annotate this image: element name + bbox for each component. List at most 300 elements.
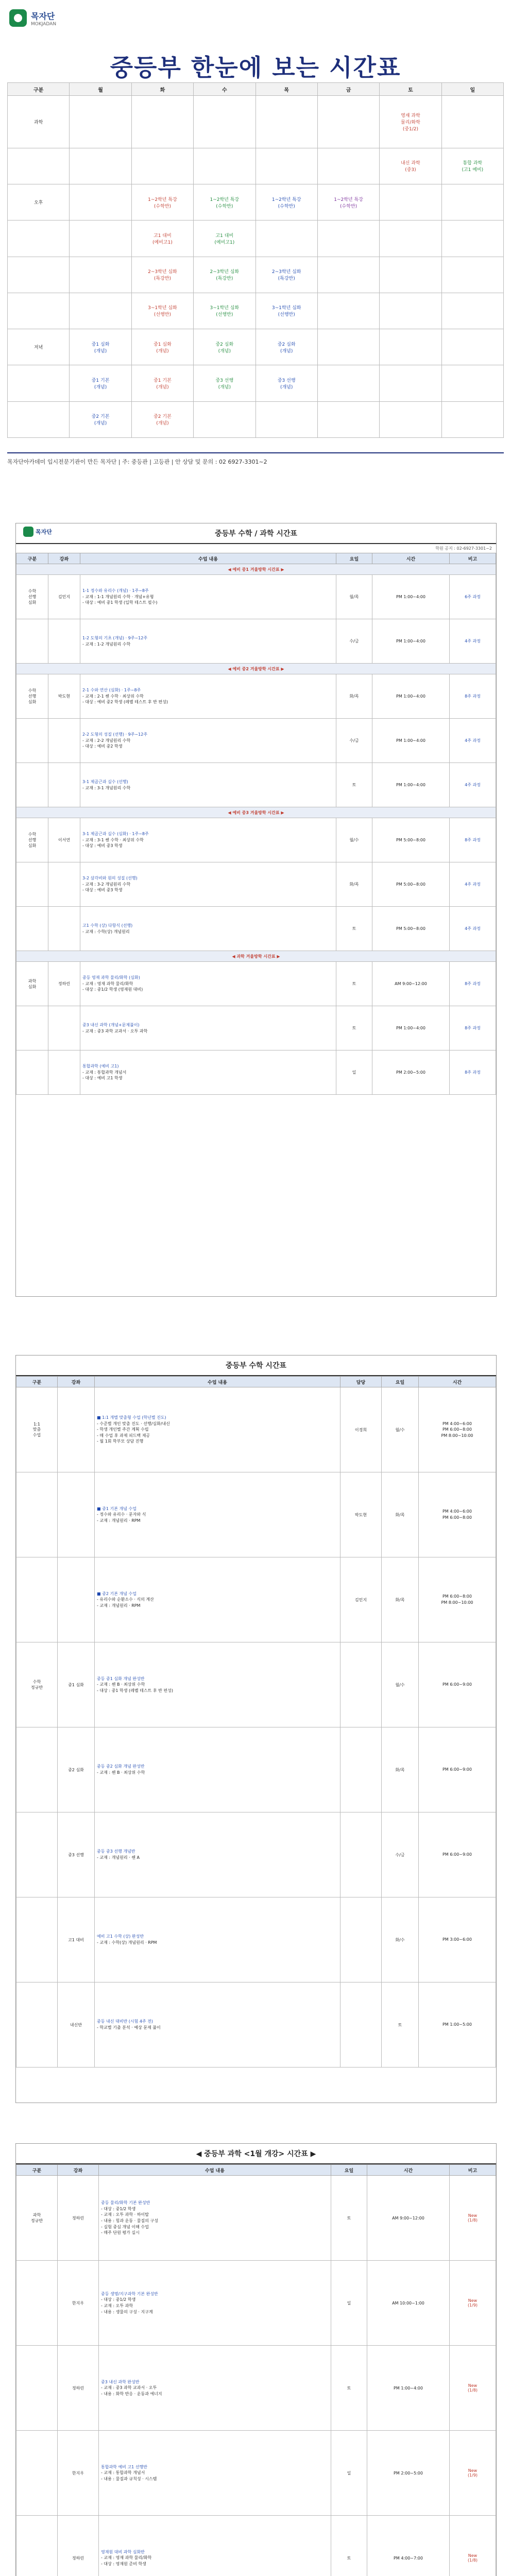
- row-teacher: 정하린: [58, 2346, 99, 2431]
- schedule-cell: 고1 대비 (예비고1): [194, 221, 256, 257]
- table-header-cell: 비고: [450, 553, 496, 564]
- row-teacher: [58, 1387, 95, 1472]
- schedule-cell: 영재 과학 물리/화학 (중1/2): [380, 96, 441, 148]
- row-group: 수학 정규반: [16, 1642, 58, 1727]
- description-line: - 대상 : 중1/2 학생 (영재원 대비): [82, 987, 143, 992]
- row-day: 토: [336, 962, 372, 1006]
- row-teacher: [48, 1006, 80, 1050]
- row-time: PM 1:00~4:00: [367, 2346, 450, 2431]
- panel-math-science-timetable: [15, 523, 497, 1297]
- panel-science-january-timetable: [15, 2143, 497, 2576]
- schedule-cell: [70, 184, 131, 221]
- row-day: 일: [331, 2431, 367, 2516]
- schedule-cell: 저녁: [8, 329, 70, 365]
- row-group: [16, 1050, 48, 1095]
- schedule-cell: [441, 96, 503, 148]
- row-note: 4주 과정: [450, 907, 496, 951]
- row-note: 4주 과정: [450, 763, 496, 807]
- row-time: PM 1:00~4:00: [372, 719, 450, 763]
- row-group: [16, 2516, 58, 2576]
- row-who: [340, 1897, 382, 1982]
- description-line: - 교재 : 개념원리 · RPM: [97, 1603, 141, 1608]
- row-note: 8주 과정: [450, 1050, 496, 1095]
- schedule-cell: [8, 401, 70, 437]
- schedule-cell: [256, 401, 317, 437]
- row-group: [16, 2346, 58, 2431]
- row-note: New (1/8): [450, 2176, 496, 2261]
- table-header-cell: 구분: [16, 2165, 58, 2176]
- row-group: 1:1 맞춤 수업: [16, 1387, 58, 1472]
- row-teacher: 이서연: [48, 818, 80, 862]
- row-day: 토: [336, 907, 372, 951]
- schedule-cell: [194, 148, 256, 184]
- logo-text: 목자단 MOKJADAN: [31, 11, 57, 27]
- table-header-cell: 수업 내용: [99, 2165, 331, 2176]
- schedule-cell: [256, 148, 317, 184]
- description-line: 3-2 삼각비와 원의 성질 (선행): [82, 876, 138, 881]
- description-line: - 대상 : 중1 학생 (레벨 테스트 후 반 편성): [97, 1688, 173, 1693]
- schedule-cell: [194, 96, 256, 148]
- schedule-cell: 2~3학년 심화 (특강반): [131, 257, 193, 293]
- description-line: 고1 수학 (상) 다항식 (선행): [82, 923, 133, 928]
- description-line: - 교재 : 통합과학 개념서: [101, 2470, 145, 2476]
- description-line: - 유리수와 순환소수 · 식의 계산: [97, 1597, 154, 1602]
- row-note: 8주 과정: [450, 818, 496, 862]
- time-slot: PM 6:00~9:00: [442, 1767, 472, 1772]
- course-description: [80, 1050, 336, 1095]
- row-day: 토: [336, 763, 372, 807]
- description-line: 중등 생명/지구과학 기본 완성반: [101, 2291, 158, 2296]
- row-group: [16, 1472, 58, 1557]
- section-title: ◀ 예비 중3 겨울방학 시간표 ▶: [16, 807, 496, 818]
- course-description: [99, 2261, 331, 2346]
- schedule-header-cell: 수: [194, 83, 256, 96]
- time-slot: PM 1:00~5:00: [442, 2022, 472, 2027]
- time-slot: PM 6:00~9:00: [442, 1852, 472, 1857]
- panel-notice: 학원 공지 : 02-6927-3301~2: [435, 546, 492, 551]
- description-line: 3-1 제곱근과 실수 (심화) · 1주~8주: [82, 832, 149, 837]
- table-row: [16, 962, 496, 1006]
- description-line: - 대상 : 예비 중2 학생: [82, 744, 123, 749]
- schedule-cell: [317, 148, 379, 184]
- schedule-row: [8, 96, 504, 148]
- description-line: 1-1 정수와 유리수 (개념) · 1주~8주: [82, 588, 149, 594]
- row-who: [340, 1642, 382, 1727]
- row-times: [419, 1897, 496, 1982]
- row-time: PM 1:00~4:00: [372, 674, 450, 719]
- table-row: [16, 2516, 496, 2576]
- description-line: - 대상 : 예비 중2 학생 (레벨 테스트 후 반 편성): [82, 700, 168, 705]
- description-line: - 교재 : 개념원리 · 쎈 A: [97, 1855, 140, 1860]
- course-description: [80, 719, 336, 763]
- schedule-row: [8, 329, 504, 365]
- description-line: 3-1 제곱근과 실수 (선행): [82, 779, 128, 784]
- course-description: [80, 575, 336, 619]
- row-who: [340, 1982, 382, 2067]
- schedule-cell: 중1 심화 (개념): [131, 329, 193, 365]
- schedule-row: [8, 184, 504, 221]
- row-day: 화/수: [382, 1897, 419, 1982]
- row-note: 8주 과정: [450, 674, 496, 719]
- schedule-cell: 중2 기본 (개념): [131, 401, 193, 437]
- row-day: 토: [382, 1982, 419, 2067]
- description-line: - 학교별 기출 분석 · 예상 문제 풀이: [97, 2025, 161, 2030]
- row-teacher: 박도현: [48, 674, 80, 719]
- schedule-cell: [441, 365, 503, 401]
- logo-icon: [9, 9, 27, 27]
- row-day: 화/목: [336, 862, 372, 907]
- timetable-table: [16, 1376, 496, 2067]
- panel-header: [16, 2144, 496, 2164]
- row-group: [16, 2261, 58, 2346]
- description-line: - 교재 : 1-1 개념원리 수학 · 개념+유형: [82, 594, 154, 599]
- description-line: - 대상 : 중1/2 학생: [101, 2206, 136, 2211]
- course-description: [80, 1006, 336, 1050]
- row-day: 토: [336, 1006, 372, 1050]
- row-day: 월/목: [336, 575, 372, 619]
- course-description: [80, 907, 336, 951]
- schedule-cell: [317, 293, 379, 329]
- schedule-cell: [70, 221, 131, 257]
- row-teacher: [48, 907, 80, 951]
- row-group: [16, 763, 48, 807]
- table-row: [16, 619, 496, 664]
- row-teacher: [48, 763, 80, 807]
- course-description: [80, 962, 336, 1006]
- row-day: 토: [331, 2516, 367, 2576]
- weekly-schedule: [7, 82, 504, 438]
- row-group: 수학 선행 심화: [16, 674, 48, 719]
- schedule-cell: [317, 401, 379, 437]
- table-row: [16, 674, 496, 719]
- course-description: [95, 1472, 340, 1557]
- description-line: - 내용 : 물질과 규칙성 · 시스템: [101, 2476, 157, 2481]
- row-time: PM 1:00~4:00: [372, 619, 450, 664]
- row-time: AM 9:00~12:00: [372, 962, 450, 1006]
- course-description: [99, 2346, 331, 2431]
- row-time: PM 5:00~8:00: [372, 862, 450, 907]
- schedule-cell: [8, 293, 70, 329]
- description-line: - 교재 : 통합과학 개념서: [82, 1070, 127, 1075]
- row-note: 8주 과정: [450, 1006, 496, 1050]
- panel-title: ◀ 중등부 과학 <1월 개강> 시간표 ▶: [196, 2150, 316, 2158]
- schedule-cell: [256, 221, 317, 257]
- table-header-cell: 시간: [367, 2165, 450, 2176]
- description-line: - 교재 : 쎈 B · 최상위 수학: [97, 1682, 145, 1687]
- time-slot: PM 4:00~6:00: [442, 1509, 472, 1514]
- panel-math-timetable: [15, 1355, 497, 2103]
- row-day: 월/수: [382, 1642, 419, 1727]
- row-teacher: 중2 심화: [58, 1727, 95, 1812]
- table-row: [16, 862, 496, 907]
- row-group: [16, 1812, 58, 1897]
- row-who: 박도현: [340, 1472, 382, 1557]
- time-slot: PM 6:00~8:00: [442, 1427, 472, 1432]
- schedule-cell: [8, 148, 70, 184]
- table-header-cell: 구분: [16, 1377, 58, 1387]
- row-time: AM 9:00~12:00: [367, 2176, 450, 2261]
- description-line: - 대상 : 예비 중3 학생: [82, 888, 123, 893]
- table-row: [16, 1006, 496, 1050]
- row-teacher: 한지우: [58, 2261, 99, 2346]
- schedule-row: [8, 148, 504, 184]
- table-header-cell: 수업 내용: [80, 553, 336, 564]
- row-teacher: 중3 선행: [58, 1812, 95, 1897]
- table-row: [16, 1472, 496, 1557]
- schedule-header-cell: 화: [131, 83, 193, 96]
- schedule-cell: 중3 선행 (개념): [256, 365, 317, 401]
- schedule-cell: [70, 148, 131, 184]
- schedule-cell: [317, 257, 379, 293]
- schedule-cell: [380, 329, 441, 365]
- row-times: [419, 1387, 496, 1472]
- table-row: [16, 1557, 496, 1642]
- description-line: - 내용 : 힘과 운동 · 물질의 구성: [101, 2218, 158, 2223]
- time-slot: PM 4:00~6:00: [442, 1421, 472, 1426]
- row-teacher: 내신반: [58, 1982, 95, 2067]
- row-time: PM 4:00~7:00: [367, 2516, 450, 2576]
- row-day: 월/수: [382, 1387, 419, 1472]
- schedule-cell: 고1 대비 (예비고1): [131, 221, 193, 257]
- row-times: [419, 1982, 496, 2067]
- course-description: [95, 1557, 340, 1642]
- schedule-cell: [441, 329, 503, 365]
- description-line: 2-1 수와 연산 (심화) · 1주~8주: [82, 688, 141, 693]
- table-row: [16, 1642, 496, 1727]
- description-line: - 내용 : 생물의 구성 · 지구계: [101, 2309, 153, 2314]
- course-description: [95, 1897, 340, 1982]
- description-line: - 교재 : 개념원리 · RPM: [97, 1518, 141, 1523]
- row-time: PM 5:00~8:00: [372, 907, 450, 951]
- course-description: [95, 1642, 340, 1727]
- row-group: [16, 1982, 58, 2067]
- course-description: [80, 674, 336, 719]
- schedule-cell: 중2 기본 (개념): [70, 401, 131, 437]
- schedule-cell: [441, 257, 503, 293]
- row-group: [16, 1897, 58, 1982]
- schedule-cell: 3~1학년 심화 (선행반): [194, 293, 256, 329]
- row-day: 화/목: [382, 1472, 419, 1557]
- row-note: New (1/8): [450, 2346, 496, 2431]
- row-teacher: 정하린: [58, 2516, 99, 2576]
- row-who: 김민지: [340, 1557, 382, 1642]
- course-description: [80, 619, 336, 664]
- panel-logo: 목자단: [23, 527, 52, 537]
- panel-header: [16, 1355, 496, 1376]
- schedule-header-cell: 목: [256, 83, 317, 96]
- description-line: - 교재 : 영재 과학 물리/화학: [82, 981, 133, 986]
- description-line: 통합과학 예비 고1 선행반: [101, 2464, 147, 2469]
- row-note: 4주 과정: [450, 619, 496, 664]
- description-line: 중3 내신 과학 완성반: [101, 2379, 140, 2384]
- schedule-cell: [256, 96, 317, 148]
- row-group: [16, 1557, 58, 1642]
- table-row: [16, 763, 496, 807]
- row-group: 수학 선행 심화: [16, 818, 48, 862]
- schedule-cell: [317, 96, 379, 148]
- row-group: 수학 선행 심화: [16, 575, 48, 619]
- description-line: - 대상 : 영재원 준비 학생: [101, 2561, 146, 2566]
- schedule-row: [8, 365, 504, 401]
- table-header-cell: 구분: [16, 553, 48, 564]
- row-day: 수/금: [336, 619, 372, 664]
- row-day: 토: [331, 2176, 367, 2261]
- row-day: 수/금: [382, 1812, 419, 1897]
- table-header-cell: 요일: [382, 1377, 419, 1387]
- section-bar: [16, 564, 496, 575]
- description-line: - 매주 단원 평가 실시: [101, 2230, 140, 2235]
- row-teacher: [58, 1472, 95, 1557]
- row-times: [419, 1472, 496, 1557]
- row-group: [16, 1727, 58, 1812]
- table-row: [16, 907, 496, 951]
- schedule-cell: 통합 과학 (고1 예비): [441, 148, 503, 184]
- schedule-cell: 2~3학년 심화 (특강반): [256, 257, 317, 293]
- description-line: - 정수와 유리수 · 문자와 식: [97, 1512, 146, 1517]
- row-who: [340, 1812, 382, 1897]
- description-line: - 대상 : 중1/2 학생: [101, 2297, 136, 2302]
- schedule-cell: [8, 221, 70, 257]
- row-day: 화/목: [382, 1727, 419, 1812]
- row-day: 월/수: [336, 818, 372, 862]
- schedule-row: [8, 401, 504, 437]
- description-line: 중등 중2 심화 개념 완성반: [97, 1764, 145, 1769]
- table-header-cell: 담당: [340, 1377, 382, 1387]
- schedule-cell: 중3 선행 (개념): [194, 365, 256, 401]
- description-line: - 실험 중심 개념 이해 수업: [101, 2224, 149, 2229]
- description-line: 중등 중3 선행 개념반: [97, 1849, 135, 1854]
- schedule-cell: [380, 293, 441, 329]
- description-line: - 교재 : 쎈 B · 최상위 수학: [97, 1770, 145, 1775]
- row-teacher: 정하린: [58, 2176, 99, 2261]
- schedule-cell: 1~2학년 특강 (수학반): [194, 184, 256, 221]
- description-line: - 매 수업 후 과제 피드백 제공: [97, 1433, 150, 1438]
- row-group: 과학 정규반: [16, 2176, 58, 2261]
- schedule-cell: [441, 401, 503, 437]
- description-line: - 대상 : 예비 고1 학생: [82, 1076, 123, 1081]
- schedule-cell: [194, 401, 256, 437]
- row-teacher: [48, 619, 80, 664]
- row-time: AM 10:00~1:00: [367, 2261, 450, 2346]
- course-description: [95, 1727, 340, 1812]
- schedule-cell: 중1 심화 (개념): [70, 329, 131, 365]
- row-teacher: 정하린: [48, 962, 80, 1006]
- description-line: 중3 내신 과학 (개념+문제풀이): [82, 1022, 140, 1027]
- table-header-cell: 시간: [419, 1377, 496, 1387]
- row-group: [16, 1006, 48, 1050]
- row-teacher: [48, 862, 80, 907]
- description-line: - 교재 : 2-1 쎈 수학 · 최상위 수학: [82, 693, 144, 699]
- description-line: 1-2 도형의 기초 (개념) · 9주~12주: [82, 635, 148, 640]
- row-group: [16, 862, 48, 907]
- schedule-cell: 중1 기본 (개념): [131, 365, 193, 401]
- time-slot: PM 6:00~8:00: [442, 1515, 472, 1520]
- table-header-cell: 강좌: [58, 2165, 99, 2176]
- schedule-cell: 중2 심화 (개념): [256, 329, 317, 365]
- schedule-cell: [441, 221, 503, 257]
- panel-header: [16, 523, 496, 544]
- description-line: 중등 중1 심화 개념 완성반: [97, 1676, 145, 1681]
- table-header-cell: 강좌: [58, 1377, 95, 1387]
- schedule-cell: [8, 257, 70, 293]
- table-header-cell: 수업 내용: [95, 1377, 340, 1387]
- table-row: [16, 1897, 496, 1982]
- description-line: - 교재 : 3-2 개념원리 수학: [82, 882, 131, 887]
- row-day: 일: [331, 2261, 367, 2346]
- schedule-cell: 1~2학년 특강 (수학반): [317, 184, 379, 221]
- footer-contact: 목자단아카데미 입시전문기관이 만든 목자단 | 주: 중등관 | 고등관 | 안 상담 및 문의 : 02 6927-3301~2: [7, 452, 504, 466]
- row-group: [16, 2431, 58, 2516]
- table-row: [16, 818, 496, 862]
- schedule-cell: [317, 365, 379, 401]
- row-teacher: [48, 719, 80, 763]
- section-bar: [16, 807, 496, 818]
- description-line: - 교재 : 중3 과학 교과서 · 오투: [101, 2385, 157, 2391]
- description-line: - 교재 : 3-1 쎈 수학 · 최상위 수학: [82, 837, 144, 842]
- section-bar: [16, 664, 496, 674]
- row-note: New (1/9): [450, 2261, 496, 2346]
- schedule-row: [8, 293, 504, 329]
- description-line: 영재원 대비 과학 심화반: [101, 2549, 145, 2554]
- row-note: 4주 과정: [450, 862, 496, 907]
- time-slot: PM 8:00~10:00: [441, 1600, 473, 1605]
- row-who: 이경희: [340, 1387, 382, 1472]
- course-description: [99, 2516, 331, 2576]
- schedule-cell: 2~3학년 심화 (특강반): [194, 257, 256, 293]
- schedule-cell: [380, 221, 441, 257]
- row-day: 화/목: [336, 674, 372, 719]
- row-group: 과학 심화: [16, 962, 48, 1006]
- table-row: [16, 2176, 496, 2261]
- row-note: New (1/9): [450, 2431, 496, 2516]
- time-slot: PM 8:00~10:00: [441, 1433, 473, 1438]
- table-header-cell: 시간: [372, 553, 450, 564]
- section-bar: [16, 951, 496, 962]
- schedule-cell: [8, 365, 70, 401]
- section-title: ◀ 예비 중1 겨울방학 시간표 ▶: [16, 564, 496, 575]
- row-day: 화/목: [382, 1557, 419, 1642]
- row-time: PM 2:00~5:00: [372, 1050, 450, 1095]
- schedule-header-cell: 일: [441, 83, 503, 96]
- time-slot: PM 6:00~8:00: [442, 1594, 472, 1599]
- description-line: - 수준별 개인 맞춤 진도 · 선행/심화/내신: [97, 1421, 170, 1426]
- row-teacher: 고1 대비: [58, 1897, 95, 1982]
- schedule-cell: [441, 184, 503, 221]
- row-time: PM 5:00~8:00: [372, 818, 450, 862]
- row-note: New (1/8): [450, 2516, 496, 2576]
- description-line: 2-2 도형의 성질 (선행) · 9주~12주: [82, 732, 148, 737]
- row-times: [419, 1642, 496, 1727]
- section-title: ◀ 예비 중2 겨울방학 시간표 ▶: [16, 664, 496, 674]
- description-line: - 교재 : 수학(상) 개념원리 · RPM: [97, 1940, 157, 1945]
- row-teacher: 한지우: [58, 2431, 99, 2516]
- row-note: 6주 과정: [450, 575, 496, 619]
- schedule-cell: [131, 96, 193, 148]
- schedule-cell: 3~1학년 심화 (선행반): [256, 293, 317, 329]
- panel-title: 중등부 수학 시간표: [226, 1362, 286, 1370]
- table-header-cell: 요일: [336, 553, 372, 564]
- schedule-cell: 내신 과학 (중3): [380, 148, 441, 184]
- row-time: PM 1:00~4:00: [372, 575, 450, 619]
- schedule-row: [8, 221, 504, 257]
- row-teacher: [48, 1050, 80, 1095]
- schedule-cell: 1~2학년 특강 (수학반): [131, 184, 193, 221]
- schedule-cell: [380, 184, 441, 221]
- course-description: [95, 1812, 340, 1897]
- row-time: PM 2:00~5:00: [367, 2431, 450, 2516]
- schedule-row: [8, 257, 504, 293]
- schedule-cell: 3~1학년 심화 (선행반): [131, 293, 193, 329]
